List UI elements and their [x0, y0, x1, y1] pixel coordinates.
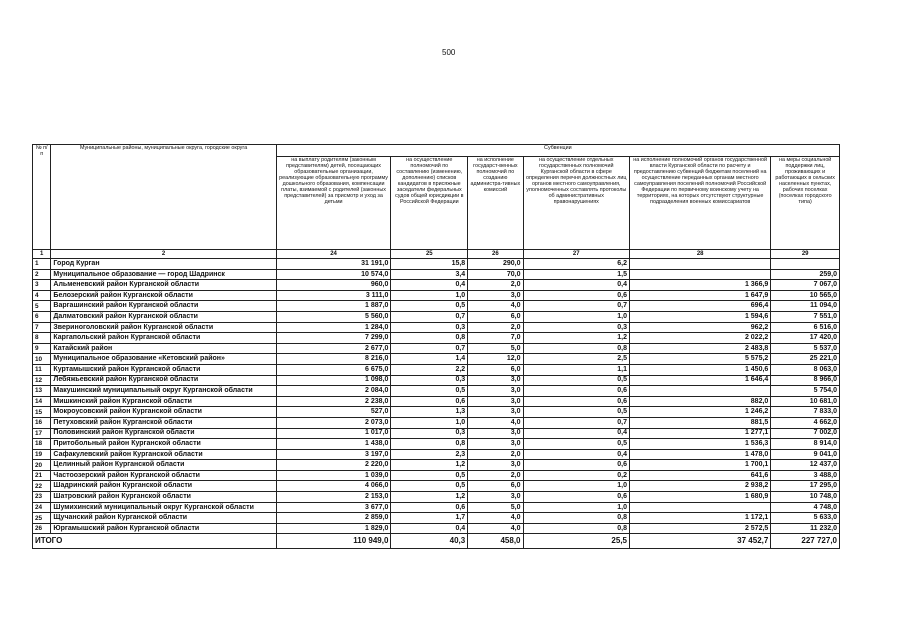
total-col-24: 110 949,0 — [276, 534, 391, 549]
row-name: Шатровский район Курганской области — [51, 492, 276, 503]
row-col-28: 1 172,1 — [630, 513, 771, 524]
row-name: Далматовский район Курганской области — [51, 311, 276, 322]
row-col-27: 0,5 — [523, 375, 630, 386]
row-col-24: 5 560,0 — [276, 311, 391, 322]
row-col-25: 0,7 — [391, 343, 468, 354]
table-row — [33, 492, 840, 503]
row-col-26: 3,0 — [468, 439, 523, 450]
row-col-26: 2,0 — [468, 470, 523, 481]
row-name: Белозерский район Курганской области — [51, 290, 276, 301]
row-col-24: 1 017,0 — [276, 428, 391, 439]
row-col-29: 5 633,0 — [771, 513, 840, 524]
row-col-25: 1,4 — [391, 354, 468, 365]
row-col-28: 1 680,9 — [630, 492, 771, 503]
table-row — [33, 364, 840, 375]
table-row — [33, 407, 840, 418]
row-name: Лебяжьевский район Курганской области — [51, 375, 276, 386]
column-number: 26 — [468, 250, 523, 259]
total-col-25: 40,3 — [391, 534, 468, 549]
row-col-24: 1 284,0 — [276, 322, 391, 333]
row-col-26: 12,0 — [468, 354, 523, 365]
row-col-26: 2,0 — [468, 280, 523, 291]
table-row — [33, 481, 840, 492]
table-row — [33, 417, 840, 428]
row-name: Макушинский муниципальный округ Курганской области — [51, 386, 276, 397]
row-col-26: 5,0 — [468, 343, 523, 354]
total-row — [33, 534, 840, 549]
header-name: Муниципальные районы, муниципальные округа, городские округа — [51, 145, 276, 250]
row-col-24: 960,0 — [276, 280, 391, 291]
row-col-26: 3,0 — [468, 407, 523, 418]
row-number: 18 — [33, 439, 51, 450]
row-name: Целинный район Курганской области — [51, 460, 276, 471]
row-col-25: 0,5 — [391, 481, 468, 492]
header-col-26: на исполнение государст-венных полномочий по созданию администра-тивных комиссий — [468, 157, 523, 250]
row-name: Куртамышский район Курганской области — [51, 364, 276, 375]
row-col-26: 6,0 — [468, 481, 523, 492]
row-col-27: 0,8 — [523, 513, 630, 524]
row-col-26: 6,0 — [468, 364, 523, 375]
row-col-25: 2,2 — [391, 364, 468, 375]
row-col-24: 8 216,0 — [276, 354, 391, 365]
header-col-24: на выплату родителям (законным представителям) детей, посещающих образовательные организации, реализующие образовательную программу дошкольного образования, компенсации платы, взимаемой с родителей (законных представителей) за присмотр и уход за детьми — [276, 157, 391, 250]
row-col-29: 4 748,0 — [771, 502, 840, 513]
row-name: Шумихинский муниципальный округ Курганской области — [51, 502, 276, 513]
table-row — [33, 343, 840, 354]
total-label: ИТОГО — [33, 534, 277, 549]
header-col-25: на осуществление полномочий по составлению (изменению, дополнению) списков кандидатов в присяжные заседатели федеральных судов общей юрисдикции в Российской Федерации — [391, 157, 468, 250]
row-number: 21 — [33, 470, 51, 481]
row-col-29: 7 551,0 — [771, 311, 840, 322]
row-col-28: 1 594,6 — [630, 311, 771, 322]
row-col-26: 2,0 — [468, 322, 523, 333]
row-col-24: 3 197,0 — [276, 449, 391, 460]
row-col-29: 25 221,0 — [771, 354, 840, 365]
row-col-26: 4,0 — [468, 513, 523, 524]
row-name: Щучанский район Курганской области — [51, 513, 276, 524]
row-col-27: 1,0 — [523, 311, 630, 322]
row-col-29: 10 748,0 — [771, 492, 840, 503]
table-row — [33, 460, 840, 471]
row-name: Варгашинский район Курганской области — [51, 301, 276, 312]
row-col-26: 3,0 — [468, 375, 523, 386]
total-col-26: 458,0 — [468, 534, 523, 549]
row-col-25: 15,8 — [391, 259, 468, 270]
table-row — [33, 386, 840, 397]
row-col-28: 641,6 — [630, 470, 771, 481]
row-col-27: 0,6 — [523, 386, 630, 397]
row-col-24: 31 191,0 — [276, 259, 391, 270]
row-col-25: 3,4 — [391, 269, 468, 280]
column-number: 1 — [33, 250, 51, 259]
row-col-25: 0,4 — [391, 280, 468, 291]
table-row — [33, 259, 840, 270]
row-col-24: 1 887,0 — [276, 301, 391, 312]
row-number: 10 — [33, 354, 51, 365]
row-col-25: 0,6 — [391, 396, 468, 407]
column-number: 27 — [523, 250, 630, 259]
row-col-27: 1,5 — [523, 269, 630, 280]
row-col-28 — [630, 269, 771, 280]
total-col-27: 25,5 — [523, 534, 630, 549]
total-col-28: 37 452,7 — [630, 534, 771, 549]
row-number: 13 — [33, 386, 51, 397]
row-number: 4 — [33, 290, 51, 301]
row-number: 9 — [33, 343, 51, 354]
row-col-25: 0,3 — [391, 428, 468, 439]
table-row — [33, 396, 840, 407]
row-col-28: 881,5 — [630, 417, 771, 428]
row-col-27: 0,6 — [523, 396, 630, 407]
row-name: Альменевский район Курганской области — [51, 280, 276, 291]
row-col-28: 1 536,3 — [630, 439, 771, 450]
row-number: 11 — [33, 364, 51, 375]
row-name: Юргамышский район Курганской области — [51, 523, 276, 534]
row-col-28 — [630, 259, 771, 270]
column-number: 2 — [51, 250, 276, 259]
row-number: 3 — [33, 280, 51, 291]
row-col-28: 2 022,2 — [630, 333, 771, 344]
row-col-27: 0,8 — [523, 343, 630, 354]
row-name: Сафакулевский район Курганской области — [51, 449, 276, 460]
row-col-24: 2 220,0 — [276, 460, 391, 471]
row-col-25: 0,6 — [391, 502, 468, 513]
table-row — [33, 322, 840, 333]
row-number: 8 — [33, 333, 51, 344]
table-row — [33, 301, 840, 312]
row-col-29: 8 063,0 — [771, 364, 840, 375]
header-subventions: Субвенции — [276, 145, 839, 157]
table-row — [33, 269, 840, 280]
row-col-24: 2 859,0 — [276, 513, 391, 524]
row-col-24: 1 829,0 — [276, 523, 391, 534]
row-name: Мишкинский район Курганской области — [51, 396, 276, 407]
row-col-27: 0,5 — [523, 439, 630, 450]
row-name: Шадринский район Курганской области — [51, 481, 276, 492]
row-col-26: 4,0 — [468, 523, 523, 534]
row-col-24: 1 438,0 — [276, 439, 391, 450]
table-row — [33, 439, 840, 450]
row-col-28: 5 575,2 — [630, 354, 771, 365]
row-col-29: 11 232,0 — [771, 523, 840, 534]
row-col-24: 2 073,0 — [276, 417, 391, 428]
row-col-25: 0,3 — [391, 322, 468, 333]
row-number: 26 — [33, 523, 51, 534]
row-col-27: 0,4 — [523, 280, 630, 291]
table-row — [33, 513, 840, 524]
row-col-28: 2 483,8 — [630, 343, 771, 354]
row-col-29: 3 488,0 — [771, 470, 840, 481]
row-col-27: 1,1 — [523, 364, 630, 375]
row-col-29 — [771, 259, 840, 270]
row-col-26: 70,0 — [468, 269, 523, 280]
row-col-29: 7 833,0 — [771, 407, 840, 418]
table-row — [33, 375, 840, 386]
row-col-24: 4 066,0 — [276, 481, 391, 492]
row-col-25: 1,2 — [391, 492, 468, 503]
row-col-25: 1,7 — [391, 513, 468, 524]
row-col-29: 8 966,0 — [771, 375, 840, 386]
subventions-table — [32, 144, 840, 549]
total-col-29: 227 727,0 — [771, 534, 840, 549]
row-col-25: 0,5 — [391, 301, 468, 312]
row-col-25: 2,3 — [391, 449, 468, 460]
row-name: Муниципальное образование «Кетовский район» — [51, 354, 276, 365]
row-col-26: 3,0 — [468, 492, 523, 503]
table-row — [33, 428, 840, 439]
row-col-25: 1,0 — [391, 290, 468, 301]
row-col-27: 0,4 — [523, 428, 630, 439]
row-col-24: 2 153,0 — [276, 492, 391, 503]
table-row — [33, 470, 840, 481]
table-row — [33, 311, 840, 322]
row-col-27: 0,3 — [523, 322, 630, 333]
row-number: 19 — [33, 449, 51, 460]
row-number: 24 — [33, 502, 51, 513]
table-row — [33, 502, 840, 513]
row-number: 2 — [33, 269, 51, 280]
table-row — [33, 354, 840, 365]
row-col-29: 9 041,0 — [771, 449, 840, 460]
header-col-29: на меры социальной поддержки лиц, проживающих и работающих в сельских населенных пунктах, рабочих поселках (поселках городского типа) — [771, 157, 840, 250]
row-col-27: 0,4 — [523, 449, 630, 460]
row-col-25: 0,8 — [391, 333, 468, 344]
row-col-29: 17 420,0 — [771, 333, 840, 344]
row-col-24: 527,0 — [276, 407, 391, 418]
row-col-27: 6,2 — [523, 259, 630, 270]
row-col-26: 4,0 — [468, 301, 523, 312]
page-number: 500 — [442, 48, 456, 57]
row-col-26: 7,0 — [468, 333, 523, 344]
table-row — [33, 280, 840, 291]
row-number: 17 — [33, 428, 51, 439]
row-col-29: 11 094,0 — [771, 301, 840, 312]
row-col-24: 3 111,0 — [276, 290, 391, 301]
row-col-25: 1,3 — [391, 407, 468, 418]
row-col-27: 0,2 — [523, 470, 630, 481]
row-col-24: 6 675,0 — [276, 364, 391, 375]
row-col-25: 1,0 — [391, 417, 468, 428]
row-col-25: 0,5 — [391, 470, 468, 481]
row-name: Муниципальное образование — город Шадринск — [51, 269, 276, 280]
row-col-29: 5 537,0 — [771, 343, 840, 354]
table-body — [33, 259, 840, 534]
table-row — [33, 523, 840, 534]
row-col-26: 3,0 — [468, 386, 523, 397]
row-col-28 — [630, 502, 771, 513]
row-number: 1 — [33, 259, 51, 270]
column-number: 25 — [391, 250, 468, 259]
row-col-28 — [630, 386, 771, 397]
row-col-27: 0,7 — [523, 417, 630, 428]
row-number: 23 — [33, 492, 51, 503]
row-col-24: 3 677,0 — [276, 502, 391, 513]
row-col-24: 7 299,0 — [276, 333, 391, 344]
row-number: 14 — [33, 396, 51, 407]
row-number: 5 — [33, 301, 51, 312]
row-col-25: 0,5 — [391, 386, 468, 397]
row-number: 25 — [33, 513, 51, 524]
row-col-24: 1 039,0 — [276, 470, 391, 481]
row-number: 16 — [33, 417, 51, 428]
row-col-28: 1 646,4 — [630, 375, 771, 386]
row-col-27: 1,0 — [523, 481, 630, 492]
row-col-29: 259,0 — [771, 269, 840, 280]
row-number: 15 — [33, 407, 51, 418]
table-row — [33, 333, 840, 344]
row-number: 22 — [33, 481, 51, 492]
row-col-26: 5,0 — [468, 502, 523, 513]
row-name: Звериноголовский район Курганской области — [51, 322, 276, 333]
table-row — [33, 449, 840, 460]
row-col-29: 10 681,0 — [771, 396, 840, 407]
column-number: 24 — [276, 250, 391, 259]
row-col-27: 0,5 — [523, 407, 630, 418]
row-col-28: 1 366,9 — [630, 280, 771, 291]
row-col-27: 0,6 — [523, 290, 630, 301]
row-col-28: 2 938,2 — [630, 481, 771, 492]
row-col-24: 1 098,0 — [276, 375, 391, 386]
row-name: Притобольный район Курганской области — [51, 439, 276, 450]
header-number: № п/п — [33, 145, 51, 250]
row-col-26: 4,0 — [468, 417, 523, 428]
row-col-28: 1 700,1 — [630, 460, 771, 471]
row-col-28: 1 478,0 — [630, 449, 771, 460]
row-col-29: 5 754,0 — [771, 386, 840, 397]
row-col-28: 1 246,2 — [630, 407, 771, 418]
row-name: Петуховский район Курганской области — [51, 417, 276, 428]
row-name: Город Курган — [51, 259, 276, 270]
row-col-26: 3,0 — [468, 428, 523, 439]
row-col-29: 8 914,0 — [771, 439, 840, 450]
row-col-26: 3,0 — [468, 460, 523, 471]
row-col-24: 2 677,0 — [276, 343, 391, 354]
row-col-25: 0,4 — [391, 523, 468, 534]
row-col-25: 0,7 — [391, 311, 468, 322]
header-col-27: на осуществление отдельных государственных полномочий Курганской области в сфере определения перечня должностных лиц органов местного самоуправления, уполномоченных составлять протоколы об административных правонарушениях — [523, 157, 630, 250]
row-name: Половинский район Курганской области — [51, 428, 276, 439]
row-col-29: 17 295,0 — [771, 481, 840, 492]
row-col-26: 290,0 — [468, 259, 523, 270]
row-name: Мокроусовский район Курганской области — [51, 407, 276, 418]
row-col-26: 3,0 — [468, 396, 523, 407]
row-col-25: 0,3 — [391, 375, 468, 386]
row-col-29: 7 002,0 — [771, 428, 840, 439]
header-col-28: на исполнение полномочий органов государственной власти Курганской области по расчету и предоставлению субвенций бюджетам поселений на осуществление переданных органам местного самоуправления поселений полномочий Российской Федерации по первичному воинскому учету на территориях, на которых отсутствуют структурные подразделения военных комиссариатов — [630, 157, 771, 250]
row-col-26: 2,0 — [468, 449, 523, 460]
row-col-27: 0,6 — [523, 460, 630, 471]
row-col-28: 1 277,1 — [630, 428, 771, 439]
row-col-28: 962,2 — [630, 322, 771, 333]
column-number-row — [33, 250, 840, 259]
row-col-29: 12 437,0 — [771, 460, 840, 471]
row-number: 7 — [33, 322, 51, 333]
row-col-29: 4 662,0 — [771, 417, 840, 428]
row-col-27: 0,7 — [523, 301, 630, 312]
row-col-27: 1,2 — [523, 333, 630, 344]
row-col-24: 10 574,0 — [276, 269, 391, 280]
row-col-25: 1,2 — [391, 460, 468, 471]
row-col-24: 2 084,0 — [276, 386, 391, 397]
row-col-28: 882,0 — [630, 396, 771, 407]
row-name: Частоозерский район Курганской области — [51, 470, 276, 481]
row-col-25: 0,8 — [391, 439, 468, 450]
row-number: 20 — [33, 460, 51, 471]
row-col-29: 6 516,0 — [771, 322, 840, 333]
table-row — [33, 290, 840, 301]
row-col-26: 6,0 — [468, 311, 523, 322]
row-col-28: 696,4 — [630, 301, 771, 312]
row-col-27: 0,8 — [523, 523, 630, 534]
row-name: Каргапольский район Курганской области — [51, 333, 276, 344]
row-col-26: 3,0 — [468, 290, 523, 301]
row-col-28: 2 572,5 — [630, 523, 771, 534]
row-col-28: 1 647,9 — [630, 290, 771, 301]
row-col-29: 7 067,0 — [771, 280, 840, 291]
column-number: 29 — [771, 250, 840, 259]
row-col-28: 1 450,6 — [630, 364, 771, 375]
row-number: 12 — [33, 375, 51, 386]
row-col-27: 0,6 — [523, 492, 630, 503]
row-col-27: 2,5 — [523, 354, 630, 365]
row-col-24: 2 238,0 — [276, 396, 391, 407]
row-col-29: 10 565,0 — [771, 290, 840, 301]
column-number: 28 — [630, 250, 771, 259]
row-number: 6 — [33, 311, 51, 322]
row-name: Катайский район — [51, 343, 276, 354]
row-col-27: 1,0 — [523, 502, 630, 513]
